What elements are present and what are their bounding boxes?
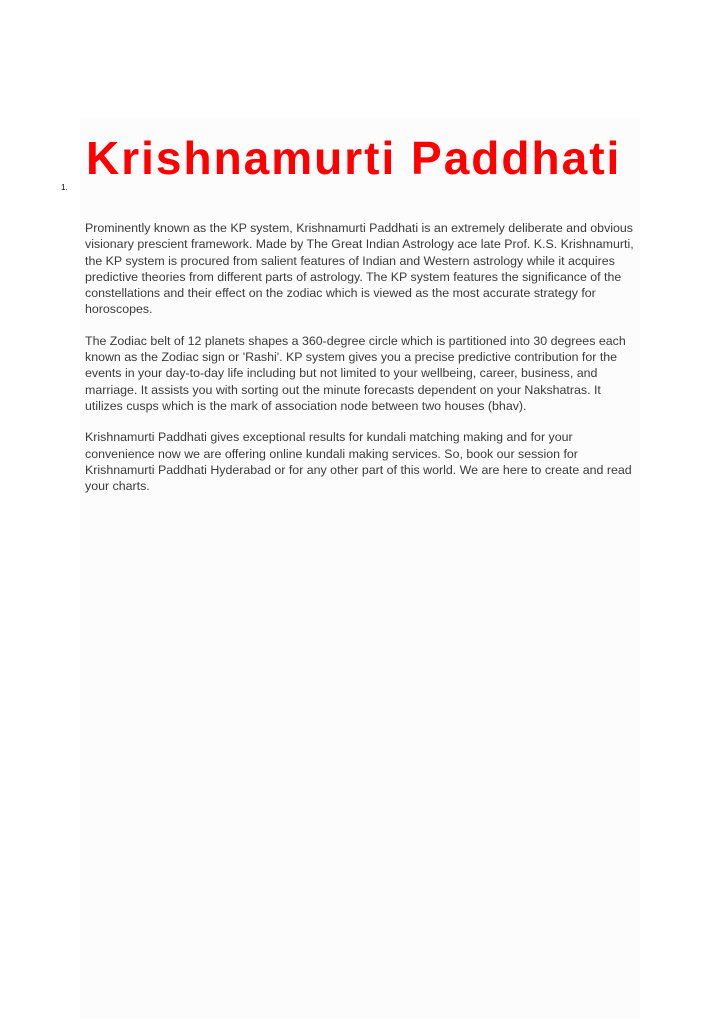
paragraph-kundali-services: Krishnamurti Paddhati gives exceptional results for kundali matching making and for your convenience now we are offering online kundali making services. So, book our session for Krishnamurti Paddhati Hyderabad or for any other part of this world. We are here to create and read your charts. [85,430,632,494]
paragraph-zodiac-belt: The Zodiac belt of 12 planets shapes a 360-degree circle which is partitioned into 30 degrees each known as the Zodiac sign or 'Rashi'. KP system gives you a precise predictive contribution for the events in your day-to-day life including but not limited to your wellbeing, career, business, and marriage. It assists you with sorting out the minute forecasts dependent on your Nakshatras. It utilizes cusps which is the mark of association node between two houses (bhav). [85,333,626,413]
list-marker: 1. [61,183,68,192]
body-text [85,220,640,509]
page-title: Krishnamurti Paddhati [86,132,622,184]
paragraph-kp-system-intro: Prominently known as the KP system, Krishnamurti Paddhati is an extremely deliberate and obvious visionary prescient framework. Made by The Great Indian Astrology ace late Prof. K.S. Krishnamurti, the KP system is procured from salient features of Indian and Western astrology while it acquires predictive theories from different parts of astrology. The KP system features the significance of the constellations and their effect on the zodiac which is viewed as the most accurate strategy for horoscopes. [85,221,634,317]
